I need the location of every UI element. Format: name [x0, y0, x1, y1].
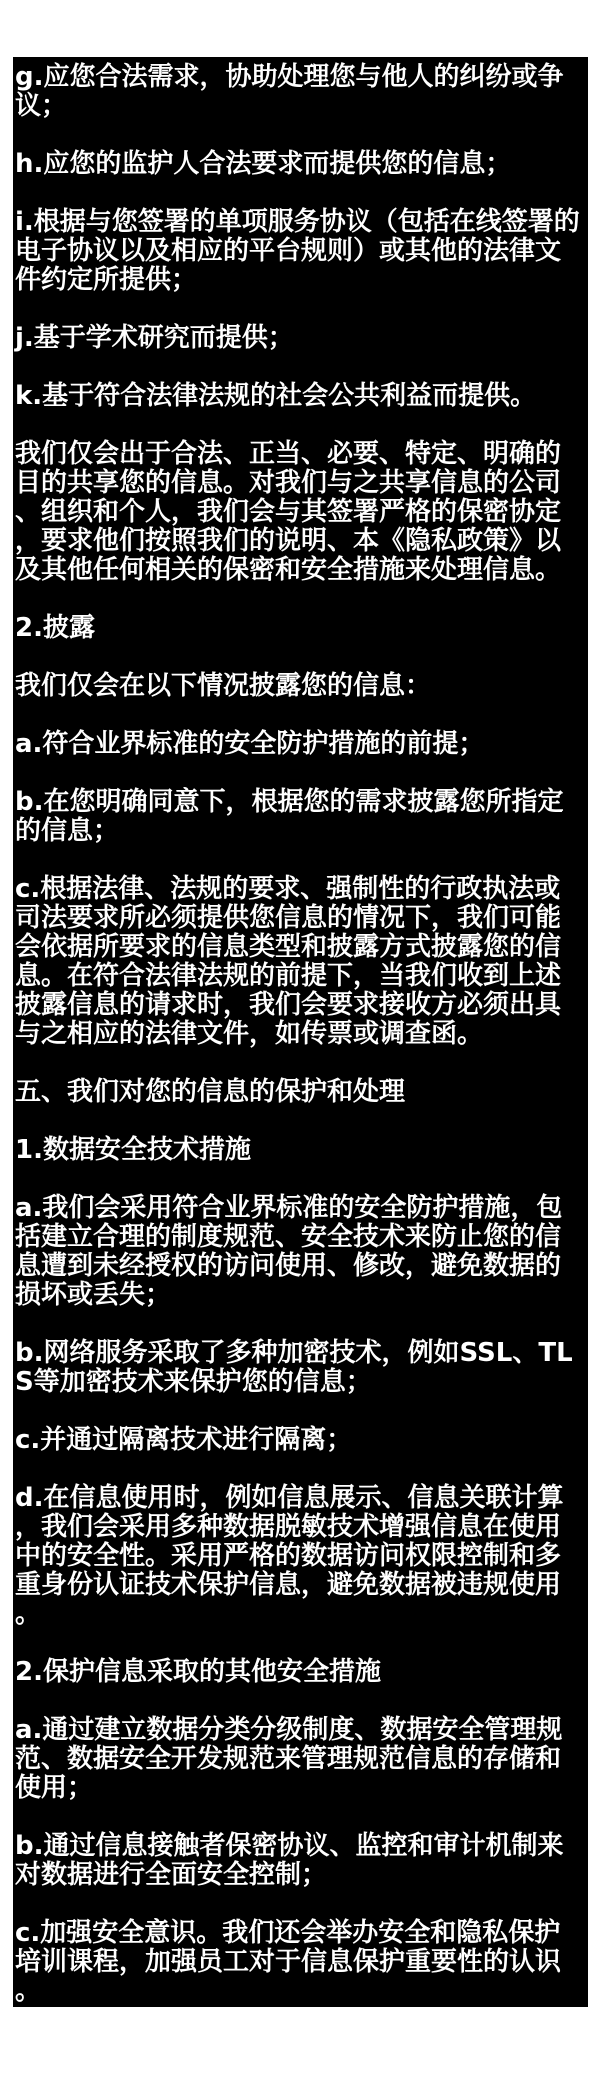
- policy-paragraph: a.符合业界标准的安全防护措施的前提；: [15, 729, 485, 759]
- policy-paragraph: 我们仅会出于合法、正当、必要、特定、明确的目的共享您的信息。对我们与之共享信息的公司、组织和个人，我们会与其签署严格的保密协定，要求他们按照我们的说明、本《隐私政策》以及其他任何相关的保密和安全措施来处理信息。: [15, 439, 562, 585]
- policy-paragraph: c.根据法律、法规的要求、强制性的行政执法或司法要求所必须提供您信息的情况下，我们可能会依据所要求的信息类型和披露方式披露您的信息。在符合法律法规的前提下，当我们收到上述披露信息的请求时，我们会要求接收方必须出具与之相应的法律文件，如传票或调查函。: [15, 874, 562, 1049]
- policy-paragraph: b.网络服务采取了多种加密技术，例如SSL、TLS等加密技术来保护您的信息；: [15, 1338, 573, 1397]
- policy-paragraph: 五、我们对您的信息的保护和处理: [15, 1077, 406, 1107]
- policy-paragraph: a.通过建立数据分类分级制度、数据安全管理规范、数据安全开发规范来管理规范信息的存储和使用；: [15, 1715, 563, 1803]
- policy-paragraph: a.我们会采用符合业界标准的安全防护措施，包括建立合理的制度规范、安全技术来防止您的信息遭到未经授权的访问使用、修改，避免数据的损坏或丢失；: [15, 1193, 563, 1310]
- policy-paragraph: b.在您明确同意下，根据您的需求披露您所指定的信息；: [15, 787, 564, 846]
- policy-paragraph: h.应您的监护人合法要求而提供您的信息；: [15, 149, 512, 179]
- privacy-policy-panel: [13, 57, 588, 2093]
- policy-paragraph: d.在信息使用时，例如信息展示、信息关联计算，我们会采用多种数据脱敏技术增强信息在使用中的安全性。采用严格的数据访问权限控制和多重身份认证技术保护信息，避免数据被违规使用。: [15, 1483, 564, 1629]
- policy-paragraph: c.加强安全意识。我们还会举办安全和隐私保护培训课程，加强员工对于信息保护重要性的认识。: [15, 1918, 562, 2006]
- policy-paragraph: 3.仅允许必要人员知晓这些信息，并保证知晓人员不记录、保存。: [15, 2034, 563, 2093]
- policy-paragraph: j.基于学术研究而提供；: [15, 323, 294, 353]
- policy-paragraph: 我们仅会在以下情况披露您的信息：: [15, 671, 432, 701]
- policy-paragraph: k.基于符合法律法规的社会公共利益而提供。: [15, 381, 537, 411]
- policy-paragraph: 1.数据安全技术措施: [15, 1135, 251, 1165]
- policy-paragraph: b.通过信息接触者保密协议、监控和审计机制来对数据进行全面安全控制；: [15, 1831, 564, 1890]
- policy-paragraph: 2.披露: [15, 613, 95, 643]
- policy-paragraph: c.并通过隔离技术进行隔离；: [15, 1425, 353, 1455]
- policy-paragraph: i.根据与您签署的单项服务协议（包括在线签署的电子协议以及相应的平台规则）或其他的法律文件约定所提供；: [15, 207, 580, 295]
- policy-paragraph: g.应您合法需求，协助处理您与他人的纠纷或争议；: [15, 62, 564, 121]
- policy-paragraph: 2.保护信息采取的其他安全措施: [15, 1657, 381, 1687]
